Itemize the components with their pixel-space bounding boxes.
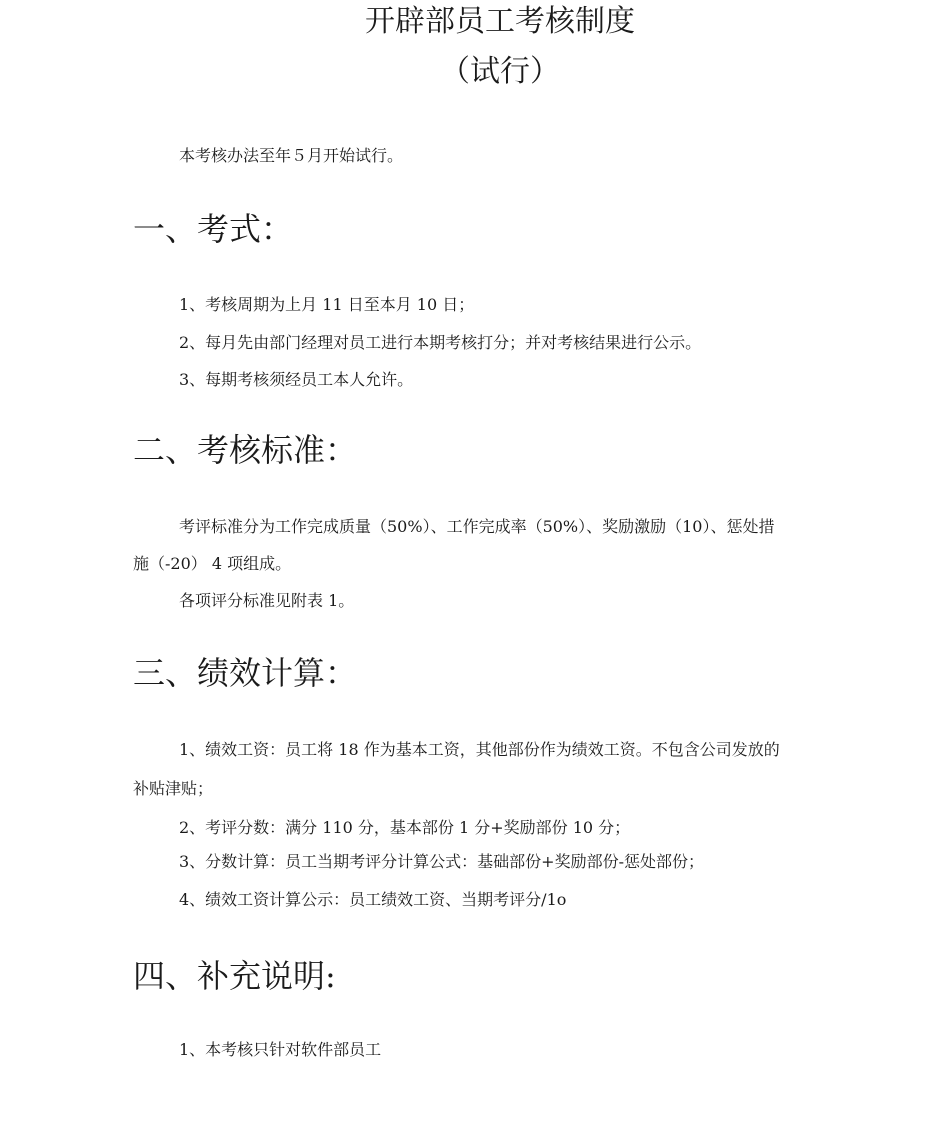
section-3-line-3: 2、考评分数：满分 110 分，基本部份 1 分+奖励部份 10 分； (179, 818, 631, 837)
section-4-line-1: 1、本考核只针对软件部员工 (179, 1040, 382, 1059)
section-heading-supplement: 四、补充说明: (133, 957, 336, 995)
section-1-line-1: 1、考核周期为上月 11 日至本月 10 日； (179, 295, 475, 314)
section-2-line-2: 施（-20） 4 项组成。 (133, 554, 292, 573)
section-1-line-3: 3、每期考核须经员工本人允许。 (179, 370, 414, 389)
section-3-line-4: 3、分数计算：员工当期考评分计算公式：基础部份+奖励部份-惩处部份； (179, 852, 704, 871)
section-2-line-3: 各项评分标准见附表 1。 (179, 591, 355, 610)
section-3-line-2: 补贴津贴； (133, 779, 214, 798)
section-heading-performance-calc: 三、绩效计算： (133, 654, 358, 692)
document-title: 开辟部员工考核制度 (365, 4, 635, 39)
section-2-line-1: 考评标准分为工作完成质量（50%）、工作完成率（50%）、奖励激励（10）、惩处措 (179, 517, 775, 536)
section-3-line-5: 4、绩效工资计算公示：员工绩效工资、当期考评分/1o (179, 890, 567, 909)
section-heading-exam-method: 一、考式： (133, 210, 294, 248)
document-subtitle: （试行） (440, 54, 560, 89)
section-3-line-1: 1、绩效工资：员工将 18 作为基本工资，其他部份作为绩效工资。不包含公司发放的 (179, 740, 780, 759)
intro-text: 本考核办法至年５月开始试行。 (179, 146, 404, 165)
section-heading-standards: 二、考核标准： (133, 431, 358, 469)
section-1-line-2: 2、每月先由部门经理对员工进行本期考核打分；并对考核结果进行公示。 (179, 333, 702, 352)
